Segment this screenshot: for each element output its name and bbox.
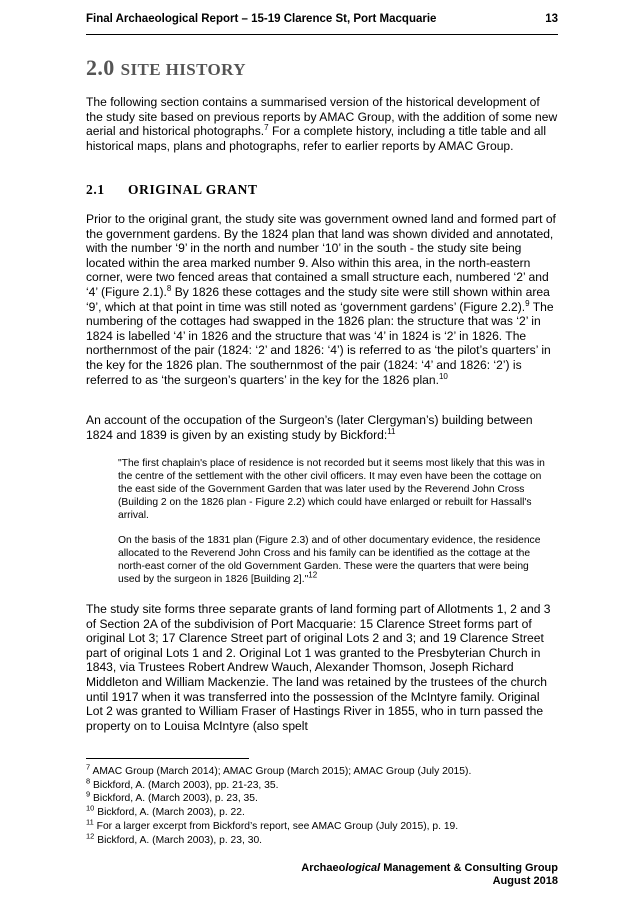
block-quote-1: "The first chaplain's place of residence is not recorded but it seems most likely that this was in the centre of the settlement with the other civil officers. It may even have been the cottage on the east side of the Government Garden that was later used by the Reverend John Cross (Building 2 on the 1826 plan - Figure 2.2) which could have enlarged or rebuilt for Hassall's arrival.: [118, 458, 545, 522]
footnote-item: [86, 776, 558, 793]
footnote-ref-11[interactable]: 11: [387, 426, 396, 436]
footnote-text: Bickford, A. (March 2003), pp. 21-23, 35.: [90, 779, 279, 791]
para1-text-a: Prior to the original grant, the study site was government owned land and formed part of the government gardens. By the 1824 plan that land was shown divided and annotated, with the number ‘9’ in the north and number ‘10’ in the south - the study site being located within the area marked number 9. Also within this area, in the north-eastern corner, were two fenced areas that contained a small structure each, numbered ‘2’ and ‘4’ (Figure 2.1).: [86, 212, 556, 299]
footnote-text: AMAC Group (March 2014); AMAC Group (March 2015); AMAC Group (July 2015).: [90, 766, 472, 777]
para1-text-b: By 1826 these cottages and the study site were still shown within area ‘9’, which at that point in time was still noted as ‘government gardens’ (Figure 2.2).: [86, 284, 550, 314]
quote-text-2: On the basis of the 1831 plan (Figure 2.3) and of other documentary evidence, the residence allocated to the Reverend John Cross and his family can be identified as the cottage at the north-east corner of the old Government Garden. These were the quarters that were being used by the surgeon in 1826 [Building 2].": [118, 535, 541, 586]
footnote-item: [86, 831, 558, 848]
intro-paragraph: [86, 95, 558, 153]
footnote-number: 12: [86, 831, 95, 841]
paragraph-surgeon-building: [86, 413, 558, 442]
footnote-ref-12[interactable]: 12: [308, 570, 318, 580]
footnote-number: 9: [86, 789, 91, 799]
footer-org-part: Archaeo: [301, 862, 346, 874]
footnote-text: Bickford, A. (March 2003), p. 23, 30.: [94, 834, 263, 846]
footnote-text: For a larger excerpt from Bickford’s report, see AMAC Group (July 2015), p. 19.: [93, 820, 459, 832]
footnote-number: 11: [86, 817, 94, 827]
footnote-item: [86, 789, 558, 806]
footnote-ref-10[interactable]: 10: [438, 371, 448, 381]
footnote-number: 7: [86, 762, 91, 772]
footer-date: August 2018: [492, 875, 558, 887]
page-footer: [301, 862, 558, 888]
para1-text-c: The numbering of the cottages had swapped in the 1826 plan: the structure that was ‘2’ in 1824 is labelled ‘4’ in 1826 and the structure that was ‘4’ in 1824 is ‘2’ in 1826. The northernmost of the pair (1824: ‘2’ and 1826: ‘4’) is referred to as ‘the pilot’s quarters’ in the key for the 1826 plan. The southernmost of the pair (1824: ‘4’ and 1826: ‘2’) is referred to as ‘the surgeon’s quarters’ in the key for the 1826 plan.: [86, 299, 554, 387]
page-number: 13: [545, 13, 558, 25]
footnote-ref-8[interactable]: 8: [166, 283, 172, 293]
section-number: 2.0: [86, 55, 115, 80]
subsection-title: ORIGINAL GRANT: [128, 182, 258, 197]
para2-text: An account of the occupation of the Surgeon’s (later Clergyman’s) building between 1824 and 1839 is given by an existing study by Bickford:: [86, 413, 533, 442]
footnote-item: [86, 803, 558, 820]
section-title: SITE HISTORY: [120, 60, 246, 79]
block-quote-2: [118, 534, 548, 586]
footnote-item: [86, 817, 558, 834]
header-title: Final Archaeological Report – 15-19 Clarence St, Port Macquarie: [86, 13, 437, 25]
footnote-item: [86, 762, 558, 779]
footer-org-italic: logical: [345, 862, 381, 874]
footnote-ref-9[interactable]: 9: [525, 298, 530, 308]
intro-text-continued: For a complete history, including a title table and all historical maps, plans and photographs, refer to earlier reports by AMAC Group.: [86, 124, 547, 153]
section-heading: [86, 55, 246, 81]
intro-text: The following section contains a summarised version of the historical development of the study site based on previous reports by AMAC Group, with the addition of some new aerial and historical photographs.: [86, 95, 558, 139]
footnote-number: 10: [86, 803, 95, 813]
footer-org-rest: Management & Consulting Group: [380, 862, 558, 874]
page-header: [86, 10, 558, 32]
subsection-heading: [86, 182, 258, 198]
subsection-number: 2.1: [86, 182, 105, 197]
paragraph-original-grant: [86, 212, 558, 387]
paragraph-grants: The study site forms three separate grants of land forming part of Allotments 1, 2 and 3 of Section 2A of the subdivision of Port Macquarie: 15 Clarence Street forms part of original Lot 3; 17 Clarence Street part of original Lots 2 and 3; and 19 Clarence Street part of original Lots 1 and 2. Original Lot 1 was granted to the Presbyterian Church in 1843, via Trustees Robert Andrew Wauch, Alexander Thomson, Joseph Richard Middleton and William Mackenzie. The land was retained by the trustees of the church until 1917 when it was transferred into the possession of the McIntyre family. Original Lot 2 was granted to William Fraser of Hastings River in 1855, who in turn passed the property on to Louisa McIntyre (also spelt: [86, 602, 551, 733]
footnote-text: Bickford, A. (March 2003), p. 22.: [94, 807, 245, 819]
footer-organisation: [301, 862, 558, 875]
header-rule: [86, 34, 558, 35]
footnote-ref-7[interactable]: 7: [264, 123, 269, 133]
footnote-number: 8: [86, 776, 91, 786]
footnotes: [86, 762, 558, 847]
footnote-rule: [86, 758, 249, 759]
footnote-text: Bickford, A. (March 2003), p. 23, 35.: [90, 793, 258, 805]
